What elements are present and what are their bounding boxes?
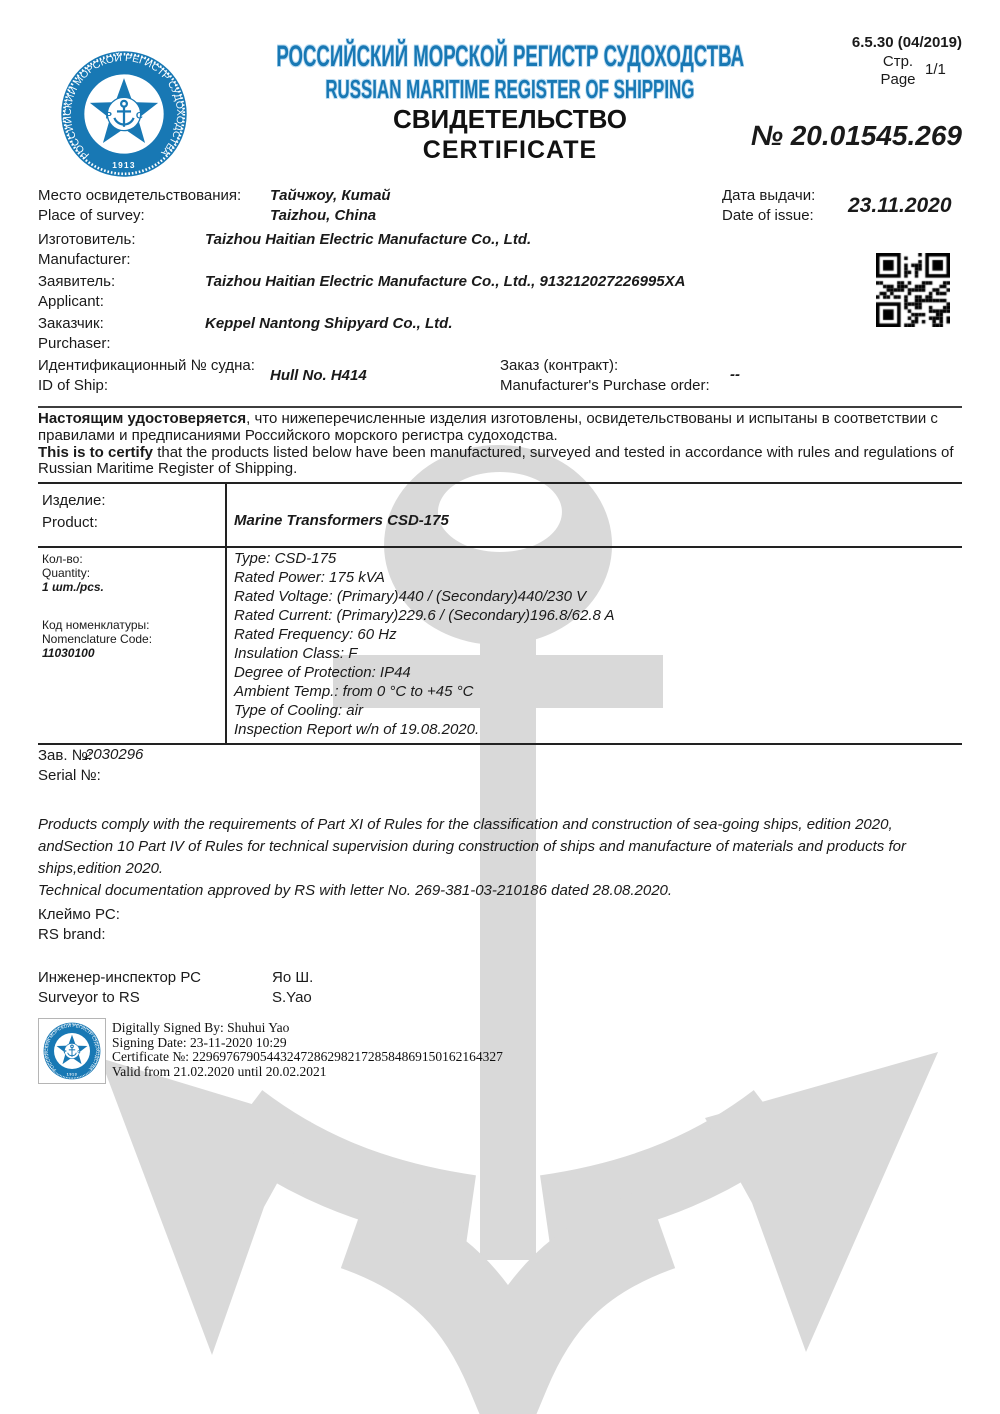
field-order-label: Заказ (контракт): Manufacturer's Purchase order: bbox=[500, 357, 710, 394]
doc-title-en: CERTIFICATE bbox=[422, 136, 598, 164]
field-date-of-issue-label: Дата выдачи: Date of issue: bbox=[722, 187, 816, 224]
order-value: -- bbox=[730, 366, 740, 383]
serial-number-value: 2030296 bbox=[85, 746, 144, 763]
field-manufacturer bbox=[38, 230, 962, 270]
date-of-issue-value: 23.11.2020 bbox=[848, 194, 952, 217]
field-value: Тайчжоу, Китай Taizhou, China bbox=[270, 187, 391, 224]
seal-letter-right: С bbox=[135, 110, 143, 122]
certification-statement: Настоящим удостоверяется, что нижеперечисленные изделия изготовлены, освидетельствованы и испытаны в соответствии с правилами и предписаниями Российского морского регистра судоходства. This is to certify that the products listed below have been manufactured, surveyed and tested in accordance with rules and regulations of Russian Maritime Register of Shipping. bbox=[38, 410, 954, 478]
surveyor-name: Яо Ш. S.Yao bbox=[272, 969, 314, 1006]
spec-line: Degree of Protection: IP44 bbox=[234, 664, 411, 681]
field-value: Hull No. H414 bbox=[270, 367, 367, 384]
spec-line: Ambient Temp.: from 0 °C to +45 °C bbox=[234, 683, 474, 700]
rs-seal-small-icon bbox=[43, 1022, 101, 1080]
quantity-value: 1 шт./pcs. bbox=[42, 580, 104, 594]
page-number: 1/1 bbox=[925, 61, 946, 78]
signature-validity: Valid from 21.02.2020 until 20.02.2021 bbox=[112, 1063, 327, 1079]
spec-line: Type of Cooling: air bbox=[234, 702, 363, 719]
field-label: Место освидетельствования: Place of survey: bbox=[38, 187, 242, 224]
spec-line: Rated Voltage: (Primary)440 / (Secondary)440/230 V bbox=[234, 588, 587, 605]
spec-line: Rated Power: 175 kVA bbox=[234, 569, 385, 586]
table-row-border bbox=[38, 546, 962, 548]
product-table bbox=[38, 482, 962, 745]
digital-signature-details bbox=[112, 1021, 503, 1079]
field-value: Taizhou Haitian Electric Manufacture Co., Ltd. bbox=[205, 231, 532, 248]
table-vertical-border bbox=[225, 484, 227, 743]
form-number: 6.5.30 (04/2019) bbox=[851, 34, 962, 51]
nomenclature-code-value: 11030100 bbox=[42, 646, 95, 660]
field-label: Идентификационный № судна: ID of Ship: bbox=[38, 357, 255, 394]
product-name: Marine Transformers CSD-175 bbox=[234, 512, 449, 529]
field-purchaser bbox=[38, 314, 962, 354]
org-title-en: RUSSIAN MARITIME REGISTER OF SHIPPING bbox=[325, 74, 695, 104]
quantity-cell: Кол-во: Quantity: 1 шт./pcs. bbox=[42, 552, 104, 594]
spec-line: Type: CSD-175 bbox=[234, 550, 337, 567]
field-label: Заявитель: Applicant: bbox=[38, 273, 116, 310]
divider bbox=[38, 406, 962, 408]
compliance-statement: Products comply with the requirements of Part XI of Rules for the classification and construction of sea-going ships, edition 2020, andSection 10 Part IV of Rules for technical supervision during construction of ships and manufacture of materials and products for ships,edition 2020. Technical documentation approved by RS with letter No. 269-381-03-210186 dated 28.08.2020. bbox=[38, 816, 906, 899]
seal-year: 1913 bbox=[112, 159, 136, 170]
doc-title-ru: СВИДЕТЕЛЬСТВО bbox=[393, 104, 627, 134]
field-serial-number: Зав. №: Serial №: bbox=[38, 747, 101, 784]
seal-letter-left: Р bbox=[105, 110, 112, 122]
org-title-ru: РОССИЙСКИЙ МОРСКОЙ РЕГИСТР СУДОХОДСТВА bbox=[276, 40, 744, 73]
spec-line: Rated Current: (Primary)229.6 / (Secondary)196.8/62.8 A bbox=[234, 607, 615, 624]
spec-line: Rated Frequency: 60 Hz bbox=[234, 626, 397, 643]
spec-line: Inspection Report w/n of 19.08.2020. bbox=[234, 721, 480, 738]
page-label-ru: Стр. bbox=[882, 53, 914, 70]
nomenclature-cell: Код номенклатуры: Nomenclature Code: 11030100 bbox=[42, 618, 153, 660]
product-label: Изделие: Product: bbox=[42, 492, 106, 531]
signature-signed-by: Digitally Signed By: Shuhui Yao bbox=[112, 1020, 290, 1035]
field-label: Изготовитель: Manufacturer: bbox=[38, 231, 136, 268]
field-applicant bbox=[38, 272, 962, 312]
rs-seal-logo bbox=[60, 50, 188, 178]
field-label: Заказчик: Purchaser: bbox=[38, 315, 111, 352]
certificate-number: № 20.01545.269 bbox=[750, 120, 962, 151]
field-surveyor-label: Инженер-инспектор РС Surveyor to RS bbox=[38, 969, 201, 1006]
field-value: Taizhou Haitian Electric Manufacture Co., Ltd., 913212027226995XA bbox=[205, 273, 686, 290]
field-place-of-survey bbox=[38, 186, 962, 226]
spec-line: Insulation Class: F bbox=[234, 645, 358, 662]
field-value: Keppel Nantong Shipyard Co., Ltd. bbox=[205, 315, 453, 332]
seal-ring-text: РОССИЙСКИЙ МОРСКОЙ РЕГИСТР СУДОХОДСТВА bbox=[62, 52, 186, 161]
field-rs-brand: Клеймо РС: RS brand: bbox=[38, 906, 120, 943]
digital-signature-seal bbox=[38, 1018, 106, 1084]
page-label-en: Page bbox=[880, 71, 916, 88]
signature-date: Signing Date: 23-11-2020 10:29 bbox=[112, 1034, 287, 1050]
qr-code bbox=[876, 253, 950, 327]
product-specs bbox=[234, 549, 614, 739]
signature-certificate-no: Certificate №: 2296976790544324728629821728584869150162164327 bbox=[112, 1049, 503, 1064]
